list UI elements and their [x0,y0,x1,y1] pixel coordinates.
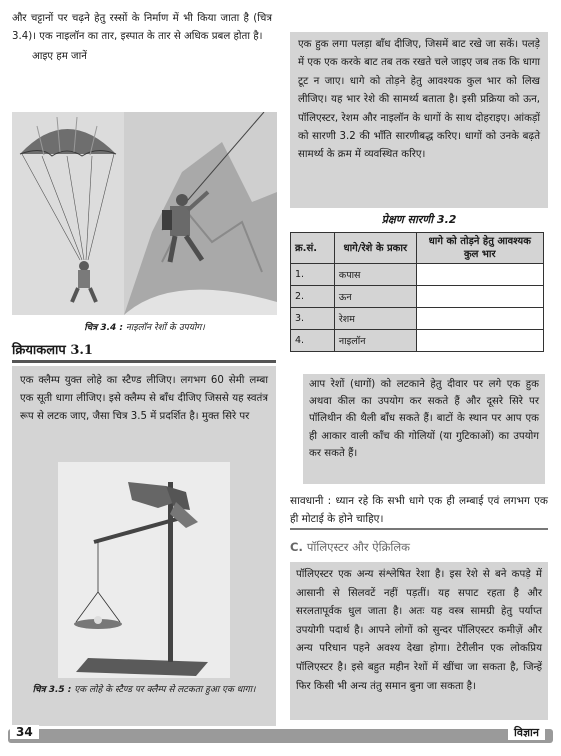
table-cell-load [416,264,543,286]
parachute-and-climber-illustration [12,112,277,315]
intro-paragraph: और चट्टानों पर चढ़ने हेतु रस्सों के निर्माण में भी किया जाता है (चित्र 3.4)। एक नाइलॉन का तार, इस्पात के तार से अधिक प्रबल होता है। [12,13,272,42]
lets-know-heading: आइए हम जानें [32,51,87,62]
table-cell-serial: 1. [291,264,335,286]
activity-text: एक क्लैम्प युक्त लोहे का स्टैण्ड लीजिए। लगभग 60 सेमी लम्बा एक सूती धागा लीजिए। इसे क्लैम्प से बाँध दीजिए जिससे यह स्वतंत्र रूप से लटक जाए, जैसा चित्र 3.5 में प्रदर्शित है। मुक्त सिरे पर [20,375,268,422]
table-header-fiber-type: धागे/रेशे के प्रकार [334,233,416,264]
figure-3-4-caption [12,320,277,333]
activity-title: क्रियाकलाप 3.1 [12,340,276,363]
table-header-serial: क्र.सं. [291,233,335,264]
table-header-row [291,233,544,264]
observation-table-title: प्रेक्षण सारणी 3.2 [381,213,457,226]
table-cell-fiber: कपास [334,264,416,286]
activity-box [12,366,276,726]
section-c-body-box [290,562,548,720]
table-cell-fiber: ऊन [334,286,416,308]
footer-bar [8,729,553,743]
table-cell-load [416,308,543,330]
activity-continued-box [290,32,548,208]
section-c-title: पॉलिएस्टर और ऐक्रिलिक [306,540,411,554]
alternative-method-box [303,374,545,484]
table-cell-fiber: नाइलॉन [334,330,416,352]
left-column [12,10,272,62]
table-row [291,264,544,286]
figure-3-5-stand-photo [58,462,230,678]
table-cell-load [416,286,543,308]
section-c-text: पॉलिएस्टर एक अन्य संश्लेषित रेशा है। इस रेशे से बने कपड़े में आसानी से सिलवटें नहीं पड़तीं। यह सपाट रहता है और सरलतापूर्वक धुल जाता है। अतः यह वस्त्र सामग्री हेतु पर्याप्त उपयोगी पदार्थ है। आपने लोगों को सुन्दर पॉलिएस्टर कमीज़ें और अन्य परिधान पहने अवश्य देखा होगा। टेरीलीन एक लोकप्रिय पॉलिएस्टर है। इसे बहुत महीन रेशों में खींचा जा सकता है, जिन्हें फिर किसी भी अन्य तंतु समान बुना जा सकता है। [296,569,542,692]
observation-table [290,232,544,352]
iron-stand-illustration [58,462,230,678]
table-cell-fiber: रेशम [334,308,416,330]
alternative-method-text: आप रेशों (धागों) को लटकाने हेतु दीवार पर लगे एक हुक अथवा कील का उपयोग कर सकते हैं और दूसरे सिरे पर पॉलिथीन की थैली बाँध सकते हैं। बाटों के स्थान पर आप एक ही आकार वाली काँच की गोलियों (या गुटिकाओं) का उपयोग कर सकते हैं। [309,379,539,459]
figure-3-4-caption-text: नाइलॉन रेशों के उपयोग। [125,323,205,333]
footer-subject: विज्ञान [508,725,545,740]
section-c-heading [290,540,548,555]
table-cell-load [416,330,543,352]
table-cell-serial: 2. [291,286,335,308]
page-number: 34 [10,725,39,739]
caution-note: सावधानी : ध्यान रहे कि सभी धागे एक ही लम्बाई एवं लगभग एक ही मोटाई के होने चाहिए। [290,495,548,525]
table-cell-serial: 3. [291,308,335,330]
table-row [291,330,544,352]
table-header-breaking-load: धागे को तोड़ने हेतु आवश्यक कुल भार [416,233,543,264]
figure-3-5-caption [20,684,268,697]
figure-3-4-nylon-uses-photo [12,112,277,315]
section-c-letter: C. [290,540,303,554]
figure-3-5-caption-text: एक लोहे के स्टैण्ड पर क्लैम्प से लटकता हुआ एक धागा। [74,685,256,695]
figure-3-5-caption-label: चित्र 3.5 : [32,685,72,695]
table-row [291,286,544,308]
table-row [291,308,544,330]
activity-continued-text: एक हुक लगा पलड़ा बाँध दीजिए, जिसमें बाट रखे जा सकें। पलड़े में एक एक करके बाट तब तक रखते चले जाइए जब तक कि धागा टूट न जाए। धागे को तोड़ने हेतु आवश्यक कुल भार को लिख लीजिए। यह भार रेशे की सामर्थ्य बताता है। इसी प्रक्रिया को ऊन, पॉलिएस्टर, रेशम और नाइलॉन के धागों के साथ दोहराइए। आंकड़ों को सारणी 3.2 की भाँति सारणीबद्ध करिए। धागों को उनके बढ़ते सामर्थ्य के क्रम में व्यवस्थित करिए। [298,39,540,161]
table-cell-serial: 4. [291,330,335,352]
figure-3-4-caption-label: चित्र 3.4 : [84,323,124,333]
caution-divider [290,528,548,530]
